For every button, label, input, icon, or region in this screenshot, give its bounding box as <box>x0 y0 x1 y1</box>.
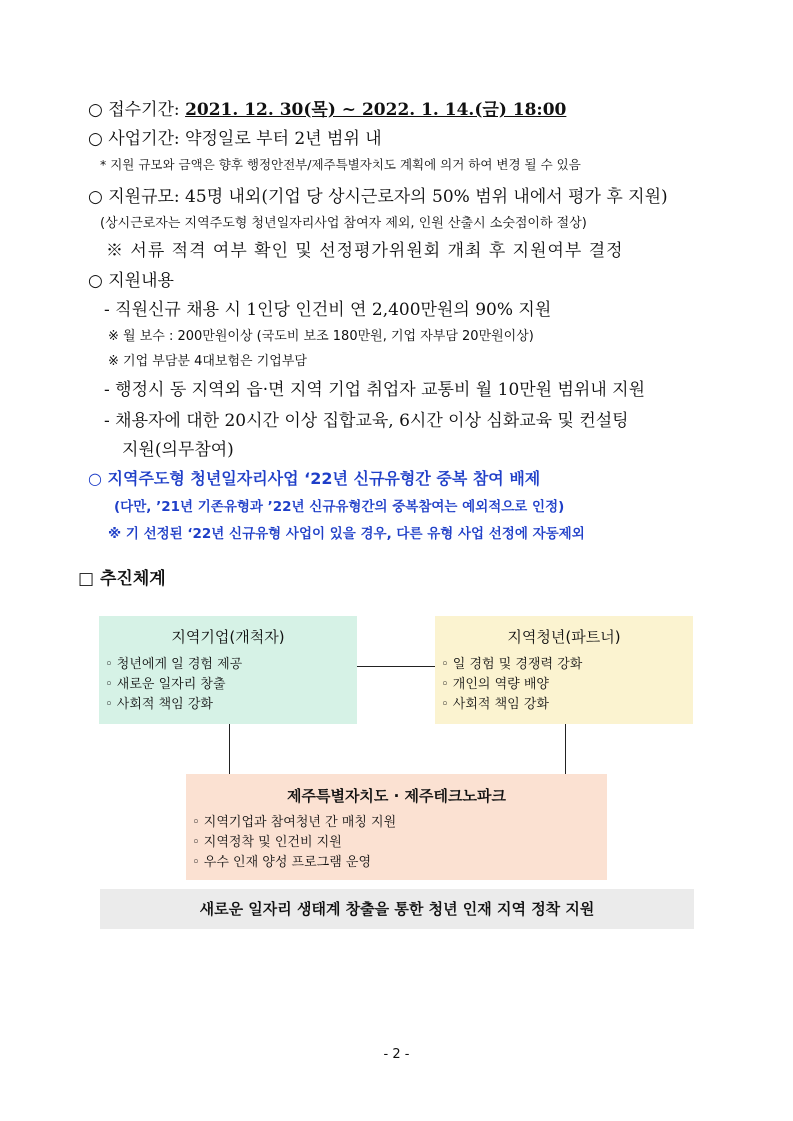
box-local-youth-title: 지역청년(파트너) <box>507 628 621 646</box>
summary-banner: 새로운 일자리 생태계 창출을 통한 청년 인재 지역 정착 지원 <box>100 889 694 929</box>
note-monthly-pay: ※ 월 보수 : 200만원이상 (국도비 보조 180만원, 기업 자부담 20만원이상) <box>108 329 534 344</box>
box-local-youth-item: ◦ 개인의 역량 배양 <box>441 677 549 692</box>
connector-horizontal <box>357 666 435 667</box>
box-local-youth <box>435 616 693 724</box>
box-jeju-government <box>186 774 607 880</box>
note-auto-exclusion: ※ 기 선정된 ‘22년 신규유형 사업이 있을 경우, 다른 유형 사업 선정에 자동제외 <box>108 526 585 542</box>
box-local-company-item: ◦ 청년에게 일 경험 제공 <box>105 657 243 672</box>
box-local-company-item: ◦ 새로운 일자리 창출 <box>105 677 226 692</box>
line-support-content: ○ 지원내용 <box>88 271 174 291</box>
box-local-company-item: ◦ 사회적 책임 강화 <box>105 697 213 712</box>
item-new-hire-support: - 직원신규 채용 시 1인당 인건비 연 2,400만원의 90% 지원 <box>104 300 552 320</box>
note-exception: (다만, ’21년 기존유형과 ’22년 신규유형간의 중복참여는 예외적으로 인정) <box>114 499 565 515</box>
section-title: □ 추진체계 <box>78 569 166 589</box>
box-jeju-government-item: ◦ 지역정착 및 인건비 지원 <box>192 835 342 850</box>
application-period-value: 2021. 12. 30(목) ~ 2022. 1. 14.(금) 18:00 <box>185 100 567 120</box>
note-change: * 지원 규모와 금액은 향후 행정안전부/제주특별자치도 계획에 의거 하여 변경 될 수 있음 <box>100 157 581 172</box>
box-local-youth-item: ◦ 일 경험 및 경쟁력 강화 <box>441 657 583 672</box>
note-regular-workers: (상시근로자는 지역주도형 청년일자리사업 참여자 제외, 인원 산출시 소숫점이하 절상) <box>100 216 587 231</box>
box-local-youth-item: ◦ 사회적 책임 강화 <box>441 697 549 712</box>
box-local-company <box>99 616 357 724</box>
box-jeju-government-item: ◦ 우수 인재 양성 프로그램 운영 <box>192 855 372 870</box>
note-insurance: ※ 기업 부담분 4대보험은 기업부담 <box>108 354 307 369</box>
connector-right <box>565 724 566 774</box>
connector-left <box>229 724 230 774</box>
item-transport-support: - 행정시 동 지역외 읍·면 지역 기업 취업자 교통비 월 10만원 범위내 지원 <box>104 380 646 400</box>
box-jeju-government-title: 제주특별자치도 · 제주테크노파크 <box>286 787 506 805</box>
line-application-period <box>88 95 566 120</box>
line-project-period: ○ 사업기간: 약정일로 부터 2년 범위 내 <box>88 129 382 149</box>
line-duplicate-exclusion: ○ 지역주도형 청년일자리사업 ‘22년 신규유형간 중복 참여 배제 <box>88 469 541 488</box>
page-number: - 2 - <box>383 1047 410 1062</box>
box-jeju-government-item: ◦ 지역기업과 참여청년 간 매칭 지원 <box>192 815 397 830</box>
box-local-company-title: 지역기업(개척자) <box>171 628 285 646</box>
application-period-label: ○ 접수기간: <box>88 100 186 120</box>
note-document-review: ※ 서류 적격 여부 확인 및 선정평가위원회 개최 후 지원여부 결정 <box>106 241 624 261</box>
item-training: - 채용자에 대한 20시간 이상 집합교육, 6시간 이상 심화교육 및 컨설팅 <box>104 411 629 431</box>
item-training-cont: 지원(의무참여) <box>122 440 234 460</box>
line-support-scale: ○ 지원규모: 45명 내외(기업 당 상시근로자의 50% 범위 내에서 평가 후 지원) <box>88 187 668 207</box>
